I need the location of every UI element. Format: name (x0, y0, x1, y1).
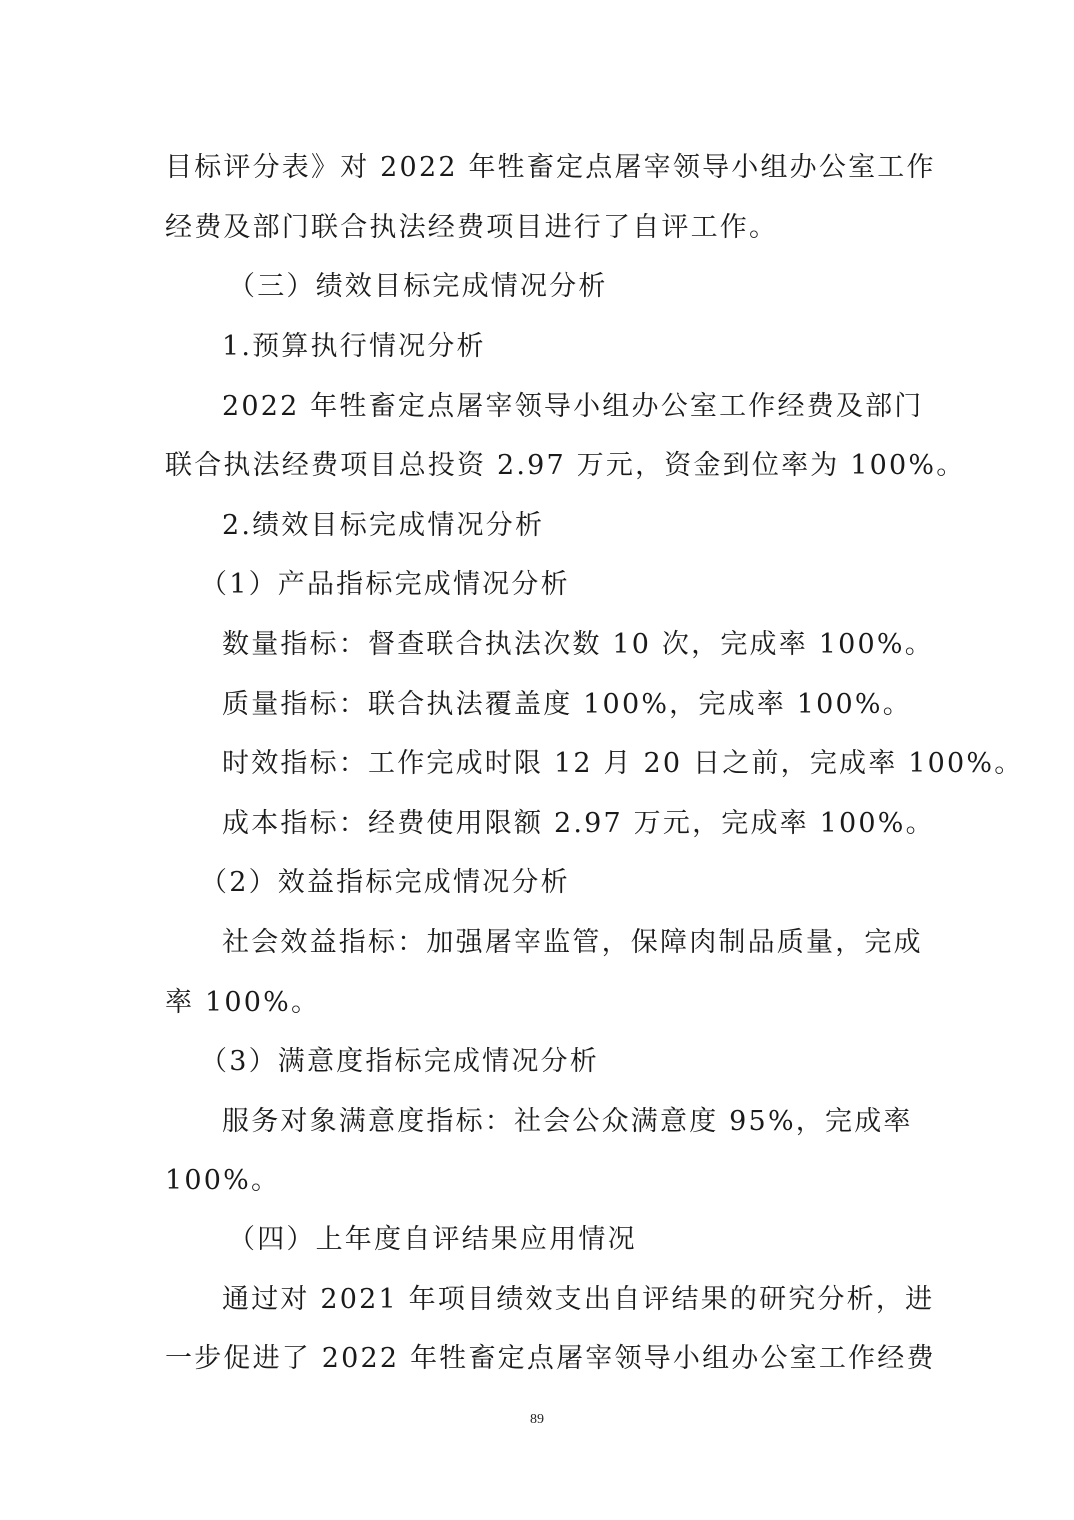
text-line: 数量指标：督查联合执法次数 10 次，完成率 100%。 (222, 629, 934, 660)
text-line: 目标评分表》对 2022 年牲畜定点屠宰领导小组办公室工作 (165, 152, 936, 183)
text-line: 率 100%。 (165, 987, 321, 1018)
text-line: 社会效益指标：加强屠宰监管，保障肉制品质量，完成 (222, 927, 923, 958)
subsection-heading: 1.预算执行情况分析 (222, 331, 486, 362)
text-line: 通过对 2021 年项目绩效支出自评结果的研究分析，进 (222, 1284, 935, 1315)
text-line: 服务对象满意度指标：社会公众满意度 95%，完成率 (222, 1106, 913, 1137)
text-line: 时效指标：工作完成时限 12 月 20 日之前，完成率 100%。 (222, 748, 1024, 779)
text-line: 联合执法经费项目总投资 2.97 万元，资金到位率为 100%。 (165, 450, 966, 481)
subsection-heading: 2.绩效目标完成情况分析 (222, 510, 545, 541)
text-line: 100%。 (165, 1165, 281, 1196)
text-line: 经费及部门联合执法经费项目进行了自评工作。 (165, 212, 779, 243)
page-number: 89 (530, 1412, 544, 1427)
section-heading: （三）绩效目标完成情况分析 (228, 271, 608, 302)
text-line: 质量指标：联合执法覆盖度 100%，完成率 100%。 (222, 689, 912, 720)
text-line: 2022 年牲畜定点屠宰领导小组办公室工作经费及部门 (222, 391, 924, 422)
text-line: 成本指标：经费使用限额 2.97 万元，完成率 100%。 (222, 808, 935, 839)
item-heading: （3）满意度指标完成情况分析 (200, 1046, 599, 1077)
section-heading: （四）上年度自评结果应用情况 (228, 1224, 637, 1255)
text-line: 一步促进了 2022 年牲畜定点屠宰领导小组办公室工作经费 (165, 1343, 936, 1374)
item-heading: （1）产品指标完成情况分析 (200, 569, 570, 600)
item-heading: （2）效益指标完成情况分析 (200, 867, 570, 898)
